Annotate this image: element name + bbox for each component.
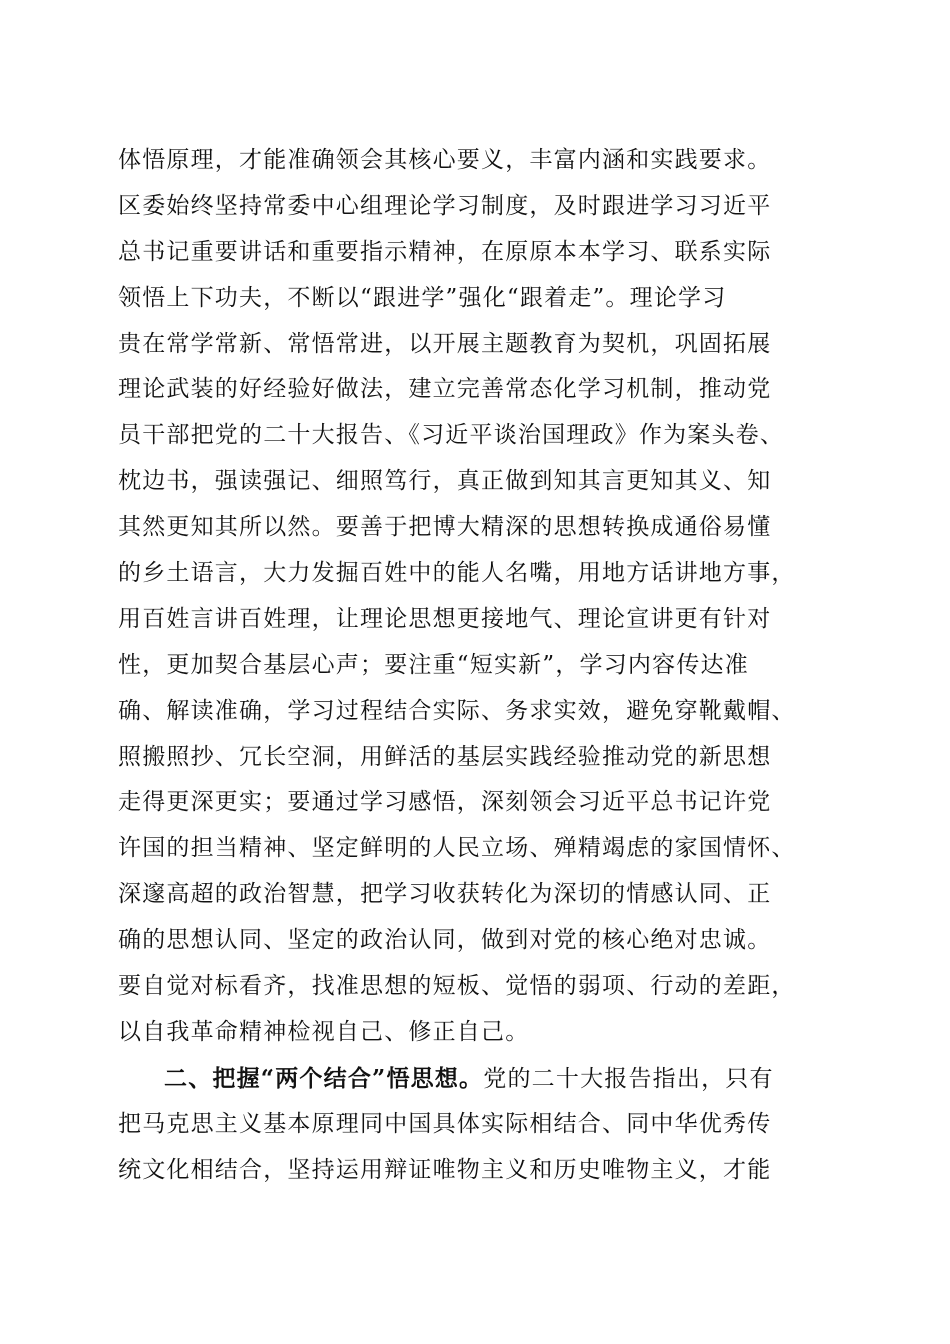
text-line: 枕边书，强读强记、细照笃行，真正做到知其言更知其义、知 <box>118 468 772 495</box>
text-line: 贵在常学常新、常悟常进，以开展主题教育为契机，巩固拓展 <box>118 330 772 357</box>
section-heading: 二、把握“两个结合”悟思想。 <box>164 1064 484 1092</box>
text-line: 要自觉对标看齐，找准思想的短板、觉悟的弱项、行动的差距， <box>118 973 796 1000</box>
text-line: 走得更深更实；要通过学习感悟，深刻领会习近平总书记许党 <box>118 789 772 816</box>
text-line: 性，更加契合基层心声；要注重“短实新”，学习内容传达准 <box>118 651 749 678</box>
text-line: 以自我革命精神检视自己、修正自己。 <box>118 1018 530 1045</box>
text-line: 确、解读准确，学习过程结合实际、务求实效，避免穿靴戴帽、 <box>118 697 796 724</box>
text-line: 领悟上下功夫，不断以“跟进学”强化“跟着走”。理论学习 <box>118 284 727 311</box>
text-line: 用百姓言讲百姓理，让理论思想更接地气、理论宣讲更有针对 <box>118 605 772 632</box>
text-line: 其然更知其所以然。要善于把博大精深的思想转换成通俗易懂 <box>118 514 772 541</box>
text-line: 体悟原理，才能准确领会其核心要义，丰富内涵和实践要求。 <box>118 147 772 173</box>
text-line: 区委始终坚持常委中心组理论学习制度，及时跟进学习习近平 <box>118 192 772 219</box>
text-line: 员干部把党的二十大报告、《习近平谈治国理政》作为案头卷、 <box>118 422 785 449</box>
body-text <box>118 138 830 1193</box>
text-line: 照搬照抄、冗长空洞，用鲜活的基层实践经验推动党的新思想 <box>118 743 772 770</box>
text-line: 深邃高超的政治智慧，把学习收获转化为深切的情感认同、正 <box>118 881 772 908</box>
text-line: 理论武装的好经验好做法，建立完善常态化学习机制，推动党 <box>118 376 772 403</box>
section-heading-line <box>118 1056 830 1102</box>
text-line: 许国的担当精神、坚定鲜明的人民立场、殚精竭虑的家国情怀、 <box>118 835 796 862</box>
text-line: 统文化相结合，坚持运用辩证唯物主义和历史唯物主义，才能 <box>118 1156 772 1183</box>
section-heading-rest: 党的二十大报告指出，只有 <box>483 1065 774 1092</box>
text-line: 把马克思主义基本原理同中国具体实际相结合、同中华优秀传 <box>118 1110 772 1137</box>
text-line: 总书记重要讲话和重要指示精神，在原原本本学习、联系实际 <box>118 238 772 265</box>
text-line: 的乡土语言，大力发掘百姓中的能人名嘴，用地方话讲地方事， <box>118 560 796 587</box>
text-line: 确的思想认同、坚定的政治认同，做到对党的核心绝对忠诚。 <box>118 927 772 954</box>
